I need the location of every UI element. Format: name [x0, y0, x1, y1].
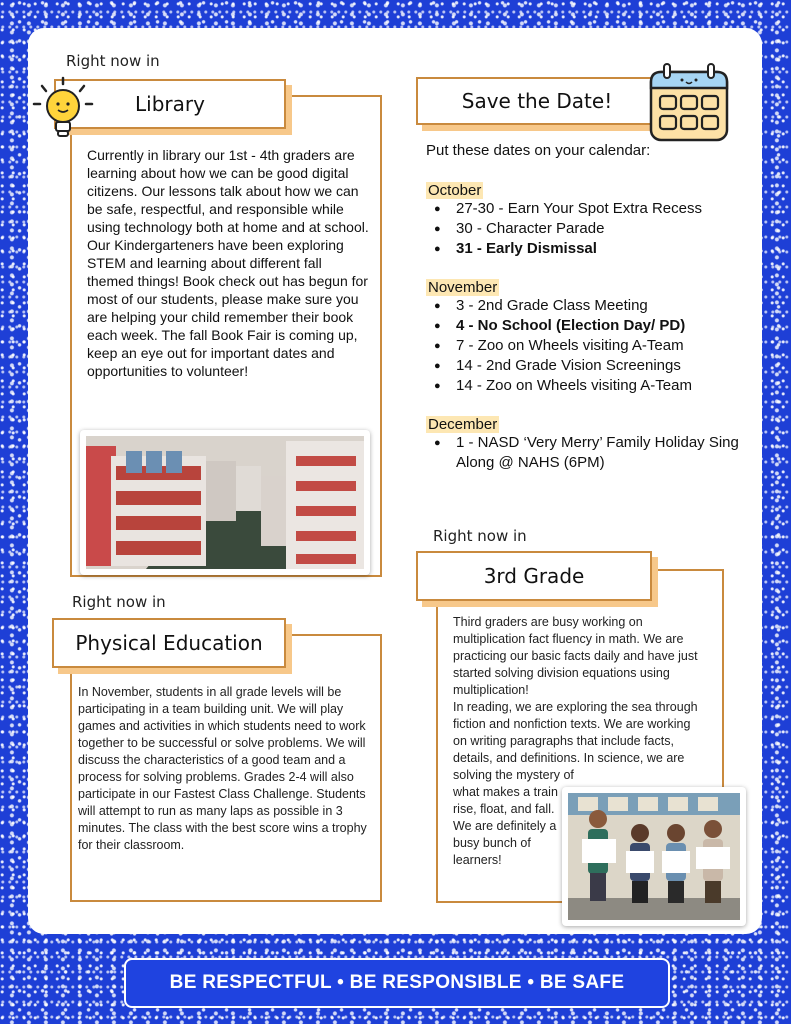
- library-title: Library: [54, 79, 286, 129]
- date-item: ● 3 - 2nd Grade Class Meeting: [456, 296, 756, 316]
- pe-title: Physical Education: [52, 618, 286, 668]
- third-grade-text: Third graders are busy working on multiplication fact fluency in math. We are practicing our basic facts daily and have just started solving division equations using multiplication! In reading, we are exploring the sea through fiction and nonfiction texts. We are working on writing paragraphs that include facts, details, and definitions. In science, we are solving the mystery of: [453, 615, 698, 782]
- date-item: ● 7 - Zoo on Wheels visiting A-Team: [456, 336, 756, 356]
- month-label: October: [428, 182, 482, 199]
- date-item: ● 1 - NASD ‘Very Merry’ Family Holiday Sing Along @ NAHS (6PM): [456, 433, 746, 473]
- month-label: December: [428, 416, 498, 433]
- footer-banner: BE RESPECTFUL • BE RESPONSIBLE • BE SAFE: [124, 958, 670, 1008]
- calendar-icon: [646, 60, 732, 144]
- date-item: ● 31 - Early Dismissal: [456, 239, 756, 259]
- date-item: ● 14 - Zoo on Wheels visiting A-Team: [456, 376, 756, 396]
- library-kicker: Right now in: [66, 52, 160, 70]
- library-book-fair-photo: [80, 430, 370, 575]
- month-november: [426, 279, 756, 396]
- month-label: November: [428, 279, 498, 296]
- lightbulb-icon: [30, 74, 96, 144]
- save-the-date-title: Save the Date!: [416, 77, 658, 125]
- third-grade-kicker: Right now in: [433, 527, 527, 545]
- third-grade-title: 3rd Grade: [416, 551, 652, 601]
- month-october: [426, 182, 756, 259]
- library-text: Currently in library our 1st - 4th graders are learning about how we can be good digital citizens. Our lessons talk about how we can be safe, respectful, and responsible while using technology both at home and at school. Our Kindergarteners have been exploring STEM and learning about different fall themed things! Book check out has begun for most of our students, please make sure you are helping your child remember their book each week. The fall Book Fair is coming up, keep an eye out for important dates and opportunities to volunteer!: [87, 147, 369, 379]
- date-item: ● 14 - 2nd Grade Vision Screenings: [456, 356, 756, 376]
- calendar-dates: [426, 140, 756, 473]
- date-item: ● 30 - Character Parade: [456, 219, 756, 239]
- pe-text: In November, students in all grade levels will be participating in a team building unit. We will play games and activities in which students need to work together to be successful or solve problems. We will discuss the characteristics of a good team and a process for solving problems. Grades 2-4 will also participate in our Fastest Class Challenge. Students will attempt to run as many laps as possible in 3 minutes. The class with the best score wins a trophy for their classroom.: [78, 685, 367, 852]
- third-grade-text-side: what makes a train rise, float, and fall. We are definitely a busy bunch of learners!: [453, 785, 558, 867]
- month-december: [426, 416, 756, 473]
- date-item: ● 4 - No School (Election Day/ PD): [456, 316, 756, 336]
- dates-intro: Put these dates on your calendar:: [426, 142, 651, 159]
- date-item: ● 27-30 - Earn Your Spot Extra Recess: [456, 199, 756, 219]
- third-grade-class-photo: [562, 787, 746, 926]
- pe-kicker: Right now in: [72, 593, 166, 611]
